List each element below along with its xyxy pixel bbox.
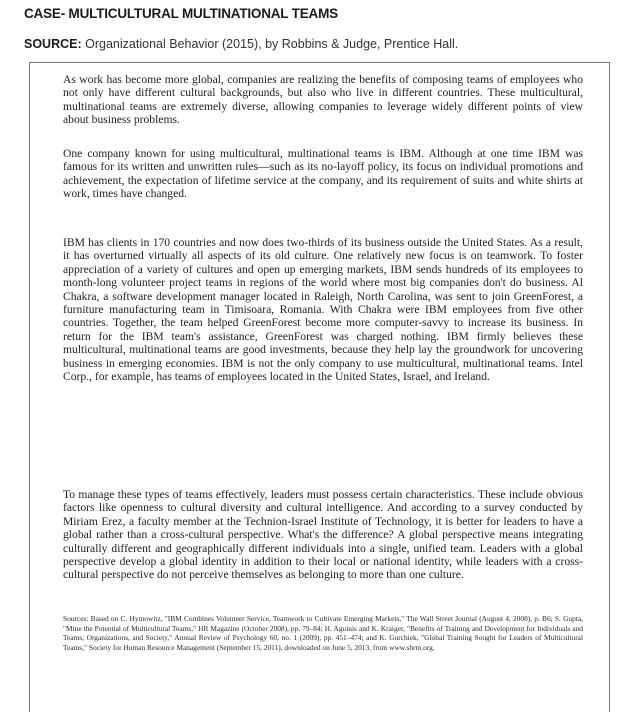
sources-note: Sources: Based on C. Hymowitz, "IBM Combines Volunteer Service, Teamwork to Cultivate Emerging Markets," The Wall Street Journal (August 4, 2008), p. B6; S. Gupta, "Mine the Potential of Multicultural Teams," HR Magazine (October 2008), pp. 79–84; H. Aguinis and K. Kraiger, "Benefits of Training and Development for Individuals and Teams, Organizations, and Society," Annual Review of Psychology 60, no. 1 (2009), pp. 451–474; and K. Gurchiek, "Global Training Sought for Leaders of Multicultural Teams," Society for Human Resource Management (September 15, 2011), downloaded on June 5, 2013, from www.shrm.org. (63, 614, 583, 652)
source-label: SOURCE: (24, 37, 82, 51)
case-paragraph-1: As work has become more global, companies are realizing the benefits of composing teams of employees who not only have different cultural backgrounds, but also who live in different countries. These multicultural, multinational teams are extremely diverse, allowing companies to leverage widely different points of view about business problems. (63, 73, 583, 127)
source-citation: Organizational Behavior (2015), by Robbins & Judge, Prentice Hall. (85, 37, 459, 51)
case-paragraph-4: To manage these types of teams effectively, leaders must possess certain characteristics. These include obvious factors like openness to cultural diversity and cultural intelligence. And according to a survey conducted by Miriam Erez, a faculty member at the Technion-Israel Institute of Technology, it is better for leaders to have a global rather than a cross-cultural perspective. What's the difference? A global perspective means integrating culturally different and geographically different individuals into a single, unified team. Leaders with a global perspective develop a global identity in addition to their local or national identity, while leaders with a cross-cultural perspective do not perceive themselves as belonging to more than one culture. (63, 488, 583, 582)
source-line (24, 37, 458, 51)
case-paragraph-2: One company known for using multicultural, multinational teams is IBM. Although at one time IBM was famous for its written and unwritten rules—such as its no-layoff policy, its focus on individual promotions and achievement, the expectation of lifetime service at the company, and its requirement of suits and white shirts at work, times have changed. (63, 147, 583, 201)
case-paragraph-3: IBM has clients in 170 countries and now does two-thirds of its business outside the United States. As a result, it has overturned virtually all aspects of its old culture. One relatively new focus is on teamwork. To foster appreciation of a variety of cultures and open up emerging markets, IBM sends hundreds of its employees to month-long volunteer project teams in regions of the world where most big companies don't do business. Al Chakra, a software development manager located in Raleigh, North Carolina, was sent to join GreenForest, a furniture manufacturing team in Timisoara, Romania. With Chakra were IBM employees from five other countries. Together, the team helped GreenForest become more computer-savvy to increase its business. In return for the IBM team's assistance, GreenForest was charged nothing. IBM firmly believes these multicultural, multinational teams are good investments, because they help lay the groundwork for uncovering business in emerging economies. IBM is not the only company to use multicultural, multinational teams. Intel Corp., for example, has teams of employees located in the United States, Israel, and Ireland. (63, 236, 583, 384)
case-title: CASE- MULTICULTURAL MULTINATIONAL TEAMS (24, 6, 338, 21)
